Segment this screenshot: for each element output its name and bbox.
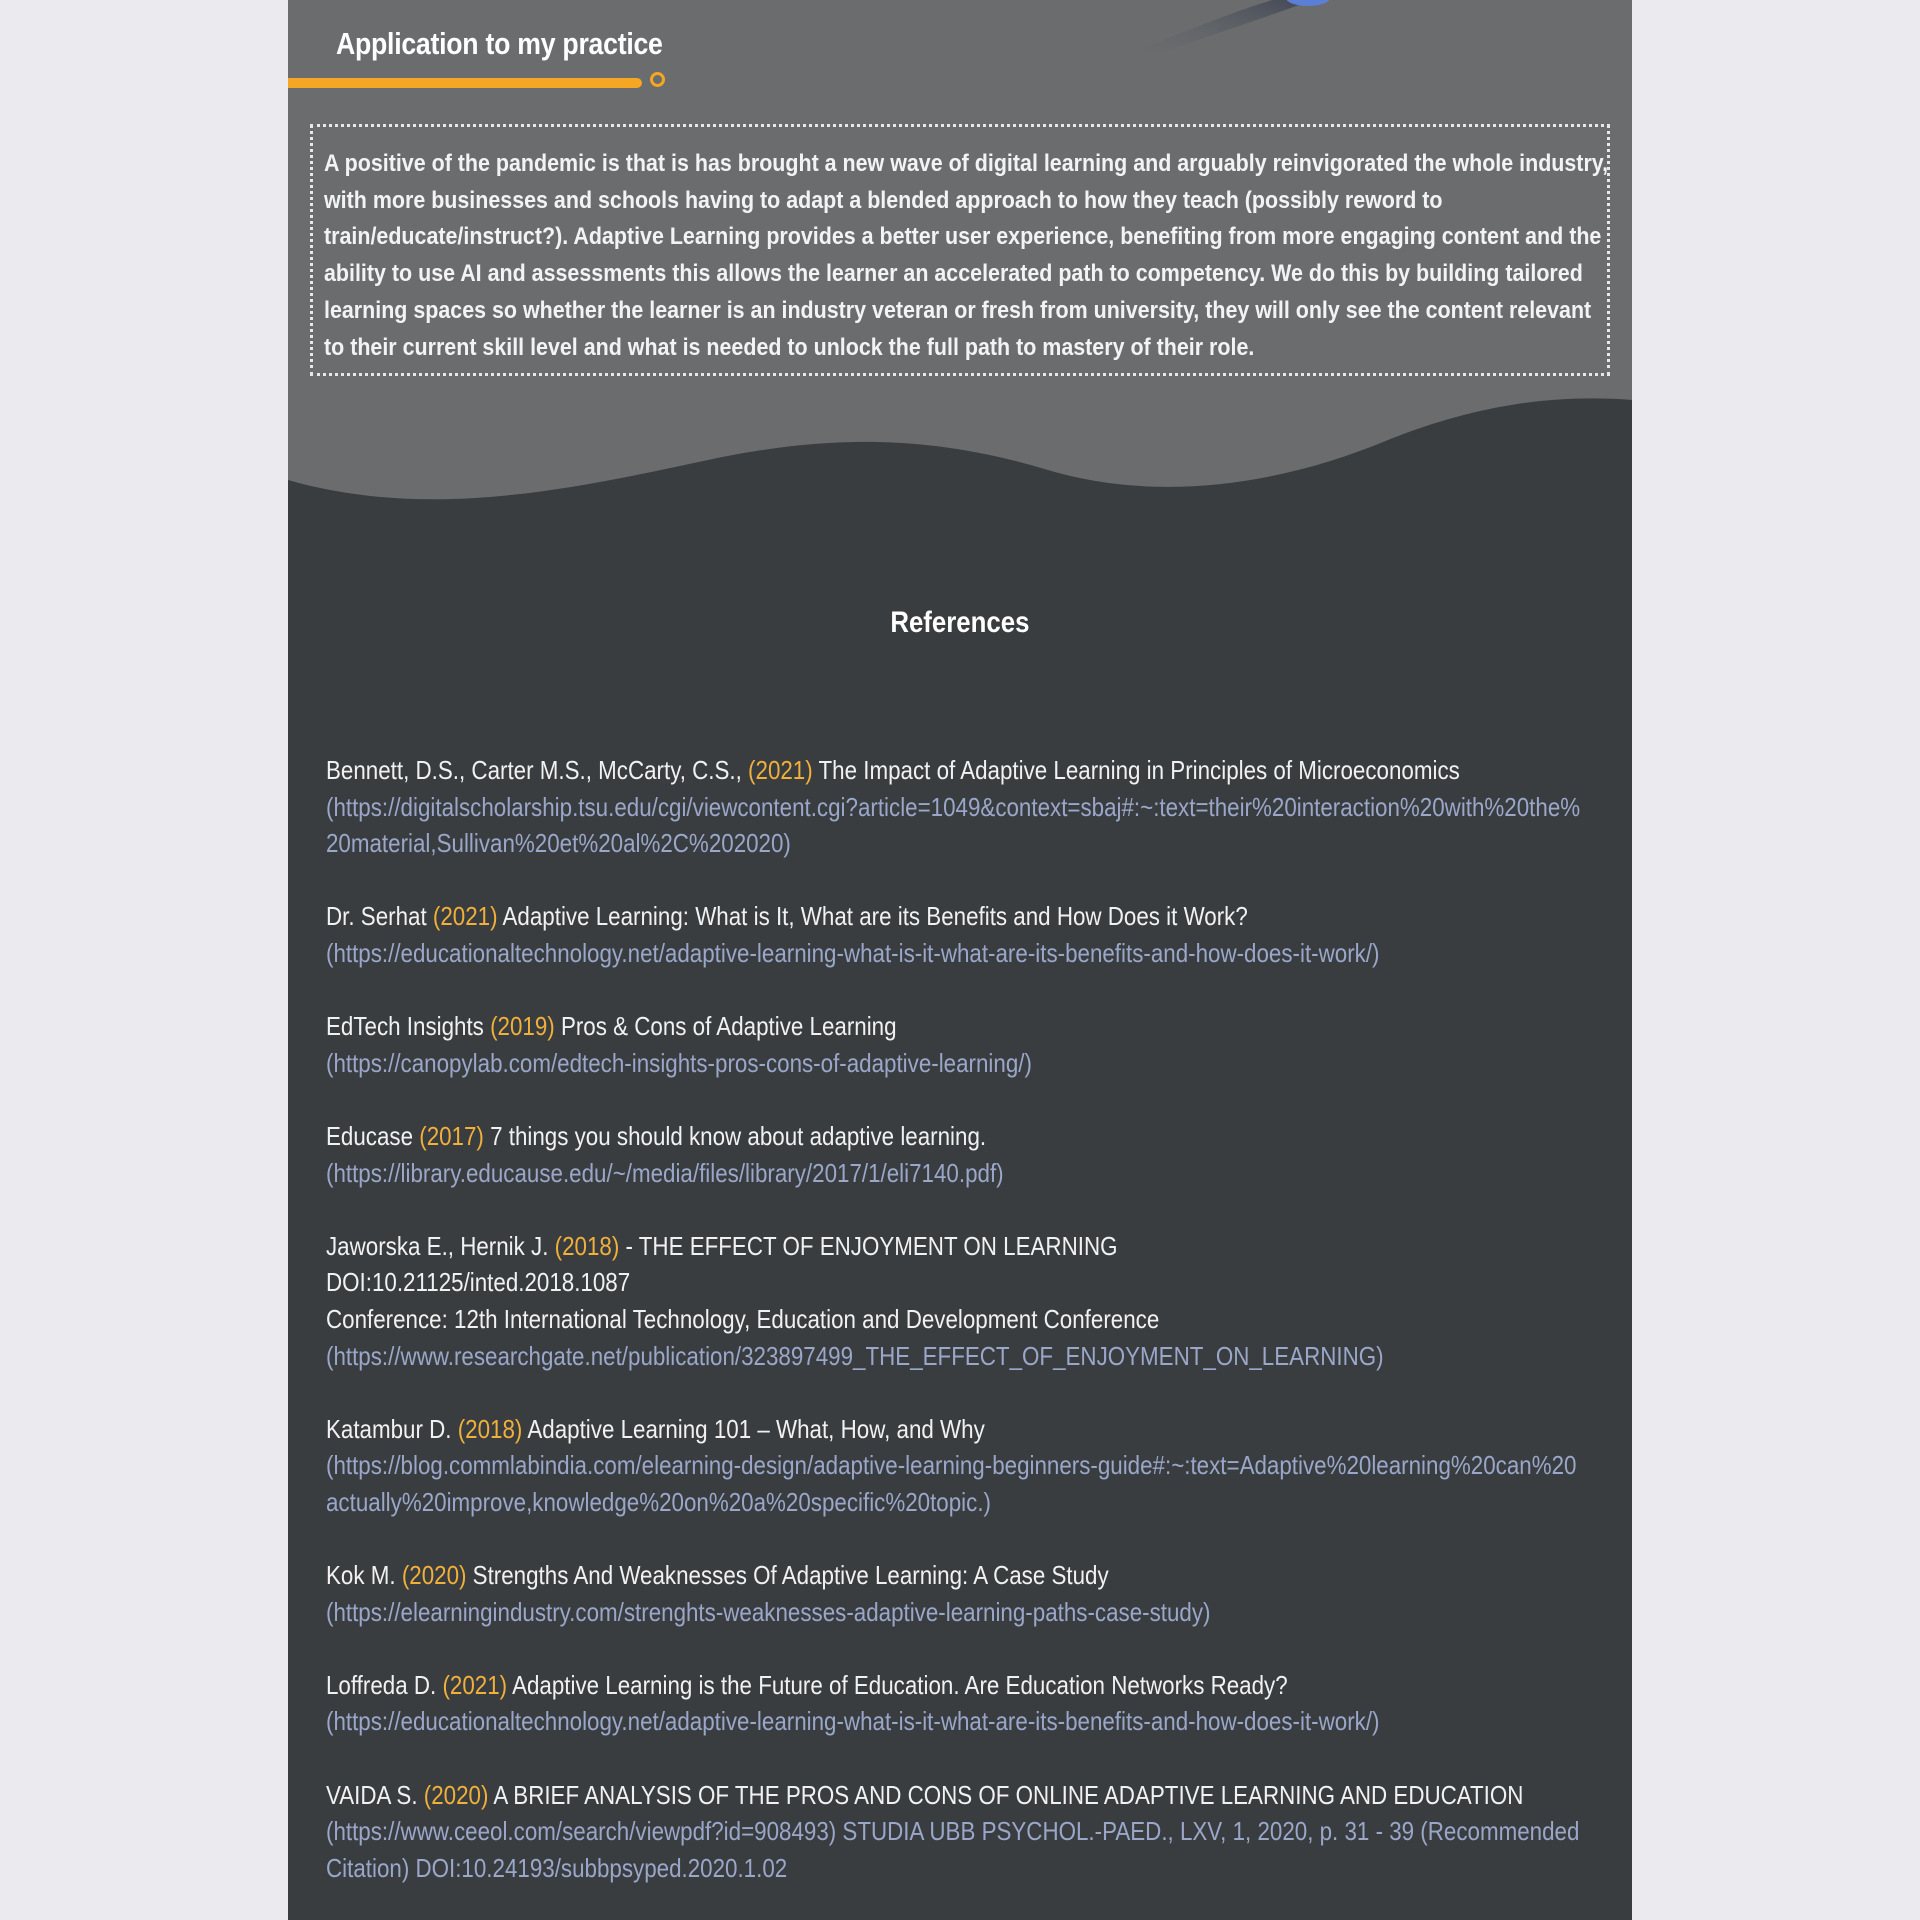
ref-year: (2020) — [401, 1560, 467, 1591]
ref-title: 7 things you should know about adaptive learning. — [490, 1120, 987, 1151]
ref-author: VAIDA S. — [326, 1779, 418, 1810]
ref-author: Dr. Serhat — [326, 901, 427, 932]
ref-year: (2021) — [748, 755, 813, 785]
ref-title: Strengths And Weaknesses Of Adaptive Learning: A Case Study — [472, 1560, 1109, 1591]
ref-author: Educase — [326, 1120, 414, 1151]
ref-link[interactable]: (https://educationaltechnology.net/adaptive-learning-what-is-it-what-are-its-benefits-and-how-does-it-work/) — [326, 1706, 1380, 1737]
ref-year: (2018) — [554, 1230, 620, 1261]
ref-year: (2017) — [419, 1120, 484, 1151]
ref-year: (2021) — [442, 1669, 508, 1700]
ref-doi: DOI:10.21125/inted.2018.1087 — [326, 1267, 631, 1298]
ref-title: Pros & Cons of Adaptive Learning — [560, 1011, 897, 1042]
ref-year: (2018) — [457, 1413, 523, 1444]
ref-author: EdTech Insights — [326, 1011, 484, 1042]
reference-item — [326, 898, 1582, 971]
decorative-swoosh — [1108, 0, 1368, 60]
reference-item — [326, 1008, 1582, 1081]
title-underline — [288, 78, 642, 88]
practice-title: Application to my practice — [336, 26, 663, 61]
references-list — [326, 752, 1582, 1920]
reference-item — [326, 1557, 1582, 1630]
ref-author: Katambur D. — [326, 1413, 452, 1444]
ref-link[interactable]: (https://www.researchgate.net/publication/323897499_THE_EFFECT_OF_ENJOYMENT_ON_LEARNING) — [326, 1340, 1384, 1371]
references-heading: References — [890, 606, 1030, 639]
reference-item — [326, 752, 1582, 862]
practice-body: A positive of the pandemic is that is has brought a new wave of digital learning and arguably reinvigorated the whole industry, with more businesses and schools having to adapt a blended approach to how they teach (possibly reword to train/educate/instruct?). Adaptive Learning provides a better user experience, benefiting from more engaging content and the ability to use AI and assessments this allows the learner an accelerated path to competency. We do this by building tailored learning spaces so whether the learner is an industry veteran or fresh from university, they will only see the content relevant to their current skill level and what is needed to unlock the full path to mastery of their role. — [324, 150, 1609, 361]
reference-item — [326, 1411, 1582, 1521]
ref-link[interactable]: (https://elearningindustry.com/strenghts-weaknesses-adaptive-learning-paths-case-study) — [326, 1596, 1211, 1627]
ref-year: (2021) — [432, 901, 498, 932]
reference-item — [326, 1118, 1582, 1191]
ref-author: Jaworska E., Hernik J. — [326, 1230, 549, 1261]
ref-conference: Conference: 12th International Technology, Education and Development Conference — [326, 1303, 1160, 1334]
reference-item — [326, 1228, 1582, 1374]
ref-title: - THE EFFECT OF ENJOYMENT ON LEARNING — [625, 1230, 1118, 1261]
ref-link[interactable]: (https://library.educause.edu/~/media/files/library/2017/1/eli7140.pdf) — [326, 1157, 1004, 1188]
reference-item — [326, 1667, 1582, 1740]
ref-year: (2019) — [490, 1011, 555, 1042]
ref-author: Bennett, D.S., Carter M.S., McCarty, C.S., — [326, 755, 742, 785]
ref-title: Adaptive Learning 101 – What, How, and Why — [527, 1413, 985, 1444]
ref-title: Adaptive Learning is the Future of Education. Are Education Networks Ready? — [512, 1669, 1288, 1700]
reference-item — [326, 1777, 1582, 1887]
content-panel — [288, 0, 1632, 1920]
ref-year: (2020) — [423, 1779, 489, 1810]
ref-title: Adaptive Learning: What is It, What are its Benefits and How Does it Work? — [502, 901, 1248, 932]
ref-link[interactable]: (https://www.ceeol.com/search/viewpdf?id=908493) STUDIA UBB PSYCHOL.-PAED., LXV, 1, 2020, p. 31 - 39 (Recommended Citation) DOI:10.24193/subbpsyped.2020.1.02 — [326, 1816, 1580, 1883]
ref-link[interactable]: (https://canopylab.com/edtech-insights-pros-cons-of-adaptive-learning/) — [326, 1047, 1032, 1078]
ref-author: Kok M. — [326, 1560, 396, 1591]
ref-link[interactable]: (https://digitalscholarship.tsu.edu/cgi/viewcontent.cgi?article=1049&context=sbaj#:~:text=their%20interaction%20with%20the%20material,Sullivan%20et%20al%2C%202020) — [326, 791, 1581, 859]
wave-divider — [288, 380, 1632, 540]
ref-link[interactable]: (https://educationaltechnology.net/adaptive-learning-what-is-it-what-are-its-benefits-and-how-does-it-work/) — [326, 937, 1380, 968]
ref-title: A BRIEF ANALYSIS OF THE PROS AND CONS OF ONLINE ADAPTIVE LEARNING AND EDUCATION — [493, 1779, 1524, 1810]
ref-link[interactable]: (https://blog.commlabindia.com/elearning-design/adaptive-learning-beginners-guide#:~:text=Adaptive%20learning%20can%20actually%20improve,knowledge%20on%20a%20specific%20topic.) — [326, 1450, 1577, 1517]
ref-title: The Impact of Adaptive Learning in Principles of Microeconomics — [818, 755, 1460, 785]
title-dot-icon — [650, 72, 665, 87]
ref-author: Loffreda D. — [326, 1669, 437, 1700]
